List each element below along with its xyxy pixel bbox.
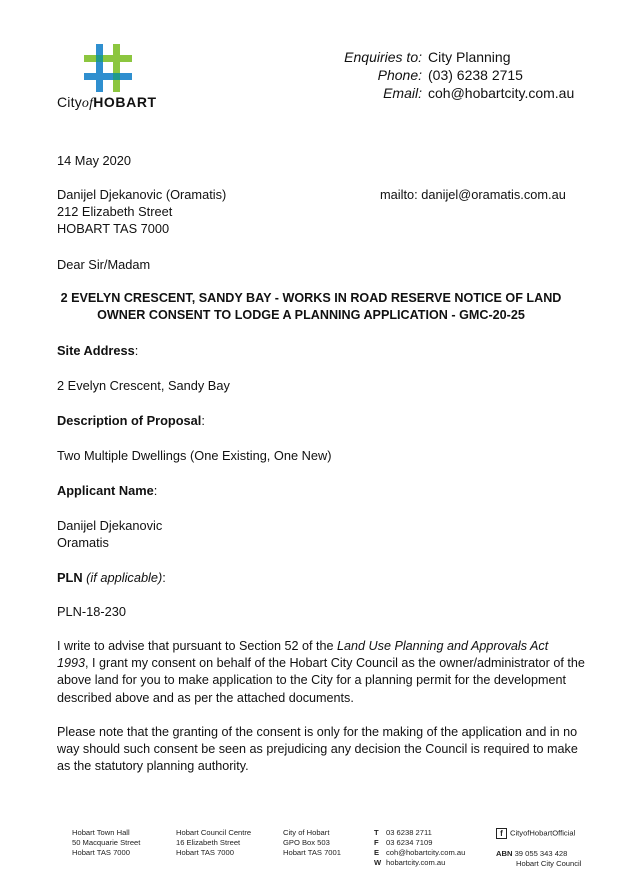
applicant-value xyxy=(57,517,162,551)
site-address-heading: Site Address: xyxy=(57,343,139,358)
site-address-label: Site Address xyxy=(57,343,135,358)
email-value[interactable]: coh@hobartcity.com.au xyxy=(428,85,575,101)
consent-line-2: 1993, I grant my consent on behalf of the Hobart City Council as the owner/administrator of the xyxy=(57,656,585,671)
consent-paragraph xyxy=(57,638,585,707)
recipient-name: Danijel Djekanovic (Oramatis) xyxy=(57,187,227,202)
pln-value: PLN-18-230 xyxy=(57,604,127,619)
consent-line-1: I write to advise that pursuant to Section 52 of the Land Use Planning and Approvals Act xyxy=(57,639,549,653)
note-paragraph xyxy=(57,724,578,776)
description-heading: Description of Proposal: xyxy=(57,413,205,428)
pln-heading: PLN (if applicable): xyxy=(57,570,166,585)
applicant-heading: Applicant Name: xyxy=(57,483,158,498)
site-address-value: 2 Evelyn Crescent, Sandy Bay xyxy=(57,378,230,393)
enquiries-block xyxy=(300,48,590,102)
subject-line-1: 2 EVELYN CRESCENT, SANDY BAY - WORKS IN ROAD RESERVE NOTICE OF LAND xyxy=(60,291,562,305)
consent-line-4: described above and as per the attached documents. xyxy=(57,690,354,705)
salutation: Dear Sir/Madam xyxy=(57,257,151,272)
applicant-company: Oramatis xyxy=(57,535,109,550)
phone-label: Phone: xyxy=(377,67,422,83)
letter-date: 14 May 2020 xyxy=(57,153,131,168)
facebook-link[interactable]: f CityofHobartOfficial xyxy=(496,828,581,839)
email-label: Email: xyxy=(383,85,422,101)
recipient-address xyxy=(57,186,226,237)
consent-line-3: above land for you to make application to the City for a planning permit for the development xyxy=(57,673,566,688)
logo-wordmark: CityofHOBART xyxy=(57,94,157,111)
pln-note: (if applicable) xyxy=(86,570,163,585)
footer-townhall: Hobart Town Hall 50 Macquarie Street Hobart TAS 7000 xyxy=(72,828,141,857)
footer-social-abn: f CityofHobartOfficial ABN 39 055 343 428 Hobart City Council xyxy=(496,828,582,868)
enquiries-to-label: Enquiries to: xyxy=(344,49,422,65)
phone-value: (03) 6238 2715 xyxy=(428,67,523,83)
footer-postal: City of Hobart GPO Box 503 Hobart TAS 7001 xyxy=(283,828,341,857)
recipient-mailto[interactable]: mailto: danijel@oramatis.com.au xyxy=(380,187,566,202)
facebook-icon: f xyxy=(496,828,507,839)
note-line-1: Please note that the granting of the consent is only for the making of the application and in no xyxy=(57,725,578,739)
footer-council-centre: Hobart Council Centre 16 Elizabeth Street Hobart TAS 7000 xyxy=(176,828,252,857)
footer-contact: T 03 6238 2711 F 03 6234 7109 E coh@hobartcity.com.au W hobartcity.com.au xyxy=(374,828,466,867)
description-value: Two Multiple Dwellings (One Existing, One New) xyxy=(57,448,332,463)
note-line-3: as the statutory planning authority. xyxy=(57,759,249,774)
subject-line-2: OWNER CONSENT TO LODGE A PLANNING APPLICATION - GMC-20-25 xyxy=(97,308,525,322)
pln-label: PLN xyxy=(57,570,83,585)
note-line-2: way should such consent be seen as prejudicing any decision the Council is required to make xyxy=(57,742,578,757)
applicant-label: Applicant Name xyxy=(57,483,154,498)
description-label: Description of Proposal xyxy=(57,413,202,428)
enquiries-to-value: City Planning xyxy=(428,49,511,65)
applicant-name: Danijel Djekanovic xyxy=(57,518,163,533)
city-of-hobart-logo xyxy=(82,42,134,94)
recipient-city: HOBART TAS 7000 xyxy=(57,221,170,236)
letter-subject xyxy=(40,290,582,324)
recipient-street: 212 Elizabeth Street xyxy=(57,204,173,219)
